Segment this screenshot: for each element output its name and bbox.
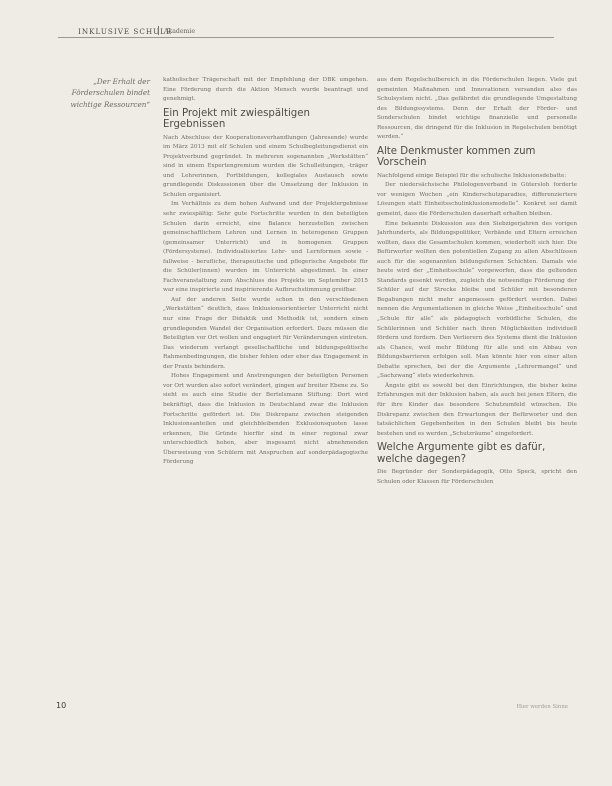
paragraph: Eine bekannte Diskussion aus den Siebzigerjahren des vorigen Jahrhunderts, als Bildungspolitiker, Verbände und Eltern erreichen wollten, dass die Gesamtschulen kommen, wiederholt sich hier. Die Befürworter wollten den potentiellen Zugang zu allen Abschlüssen auch für die sogenannten bildungsfernen Schichten. Damals wie heute wird der „Einheitsschule“ vorgeworfen, dass die geltenden Standards gesenkt werden, zugleich die notwendige Förderung der Schüler auf der Strecke bleibe und Schüler mit besonderen Begabungen nicht mehr angemessen gefördert werden. Dabei nennen die Argumentationen in gleiche Weise „Einheitsschule“ und „Schule für alle“ als pädagogisch vorbildliche Schulen, die Schülerinnen und Schüler nach ihren Möglichkeiten individuell fördern und fordern. Den Verlierern des Systems dient die Inklusion als Chance, weil mehr Bildung für alle und ein Abbau von Bildungsbarrieren erfolgen soll. Man könnte hier von einer alten Debatte sprechen, bei der die Argumente „Lehrermangel“ und „Sachzwang“ stets wiederkehren. xyxy=(377,220,577,380)
header-subtitle: Akademie xyxy=(164,28,196,35)
page-number: 10 xyxy=(56,701,67,710)
header-title: INKLUSIVE SCHULE xyxy=(78,27,173,36)
section-heading: Welche Argumente gibt es dafür, welche dagegen? xyxy=(377,442,546,465)
paragraph: Ängste gibt es sowohl bei den Einrichtungen, die bisher keine Erfahrungen mit der Inklusion haben, als auch bei jenen Eltern, die für ihre Kinder das besondere Schutzumfeld wünschen. Die Diskrepanz zwischen den Erwartungen der Befürworter und den tatsächlichen Gegebenheiten in den Schulen bleibt bis heute bestehen und es werden „Schutzräume“ eingefordert. xyxy=(377,382,577,437)
section-heading: Ein Projekt mit zwiespältigen Ergebnissen xyxy=(163,107,310,131)
text-column-left xyxy=(163,76,368,704)
text-column-right xyxy=(377,76,577,704)
paragraph: Hohes Engagement und Anstrengungen der beteiligten Personen vor Ort wurden also sofort verändert, gingen auf breiter Ebene zu. So sieht es auch eine Studie der Bertelsmann Stiftung: Dort wird bekräftigt, dass die Inklusion in Deutschland zwar die Inklusion Fortschritte gefördert ist. Die Diskrepanz zwischen steigenden Inklusionsanteilen und gleichbleibenden Exklusionsquoten lasse erkennen, Die Gründe hierfür sind in einer regional zwar unterschiedlich hohen, aber insgesamt nicht abnehmenden Überweisung von Schülern mit Anspruchen auf sonderpädagogische Förderung xyxy=(163,373,368,466)
pull-quote: „Der Erhalt der Förderschulen bindet wichtige Ressourcen“ xyxy=(70,77,150,109)
section-heading: Alte Denkmuster kommen zum Vorschein xyxy=(377,145,536,169)
paragraph: Nach Abschluss der Kooperationsverhandlungen (Jahresende) wurde im März 2013 mit elf Schulen und einem Schulbegleitungsdienst ein Projektverbund gegründet. In mehreren sogenannten „Werkstätten“ sind in einem Expertengremium wurden die Schulleitungen, -träger und Lehrerinnen, Fortbildungen, kollegiales Austausch sowie grundlegende Diskussionen über die Umsetzung der Inklusion in Schulen organisiert. xyxy=(163,134,368,198)
paragraph: aus dem Regelschulbereich in die Förderschulen liegen. Viele gut gemeinten Maßnahmen und Innovationen versanden also das Schulsystem nicht. „Das gefährdet die grundlegende Umgestaltung des Bildungssystems. Denn der Erhalt der Förder- und Sonderschulen bindet wichtige finanzielle und personelle Ressourcen, die dringend für die Inklusion in Regelschulen benötigt werden.“ xyxy=(377,77,577,141)
paragraph: Auf der anderen Seite wurde schon in den verschiedenen „Werkstätten“ deutlich, dass Inklusionsorientierter Unterricht nicht nur eine Frage der Didaktik und Methodik ist, sondern einen grundlegenden Wandel der Organisation erfordert. Dazu müssen die Beteiligten vor Ort wollen und engagiert für Veränderungen eintreten. Das wiederum verlangt gesellschaftliche und bildungspolitische Rahmenbedingungen, die bisher fehlen oder eher das Engagement in der Praxis behindern. xyxy=(163,296,368,370)
footer-text: Hier werden Sinne xyxy=(516,704,568,710)
paragraph: Im Verhältnis zu dem hohen Aufwand und der Projektergebnisse sehr zwiespältig: Sehr gute Fortschritte wurden in den beteiligten Schulen darin erreicht, eine Balance herzustellen zwischen gemeinschaftlichem Lehren und Lernen in heterogenen Gruppen (gemeinsamer Unterricht) und in homogenen Gruppen (Fördersysteme). Individualisiertes Lehr- und Lernformen sowie - fallweise - berufliche, therapeutische und pflegerische Angebote für die Schüler(innen) wurden im Unterricht abgestimmt. In einer Fachveranstaltung zum Abschluss des Projekts im September 2015 war eine inspirierte und inspirierende Aufbruchstimmung greifbar. xyxy=(163,201,368,294)
header-rule xyxy=(58,37,554,38)
header-separator xyxy=(158,26,159,35)
paragraph: Die Begründer der Sonderpädagogik, Otto Speck, spricht den Schulen oder Klassen für Förderschulen xyxy=(377,469,577,485)
paragraph: Nachfolgend einige Beispiel für die schulische Inklusionsdebatte: xyxy=(377,172,567,179)
paragraph: katholischer Trägerschaft mit der Empfehlung der DBK umgehen. Eine Förderung durch die Aktion Mensch wurde beantragt und genehmigt. xyxy=(163,77,368,103)
paragraph: Der niedersächsische Philologenverband in Gütersloh forderte vor wenigen Wochen „ein Kinderschutzparadies, differenziertere Lösungen statt Einheitsschulinklusionsmodelle“. Konkret sei damit gemeint, dass die Förderschulen dauerhaft erhalten bleiben. xyxy=(377,182,577,218)
